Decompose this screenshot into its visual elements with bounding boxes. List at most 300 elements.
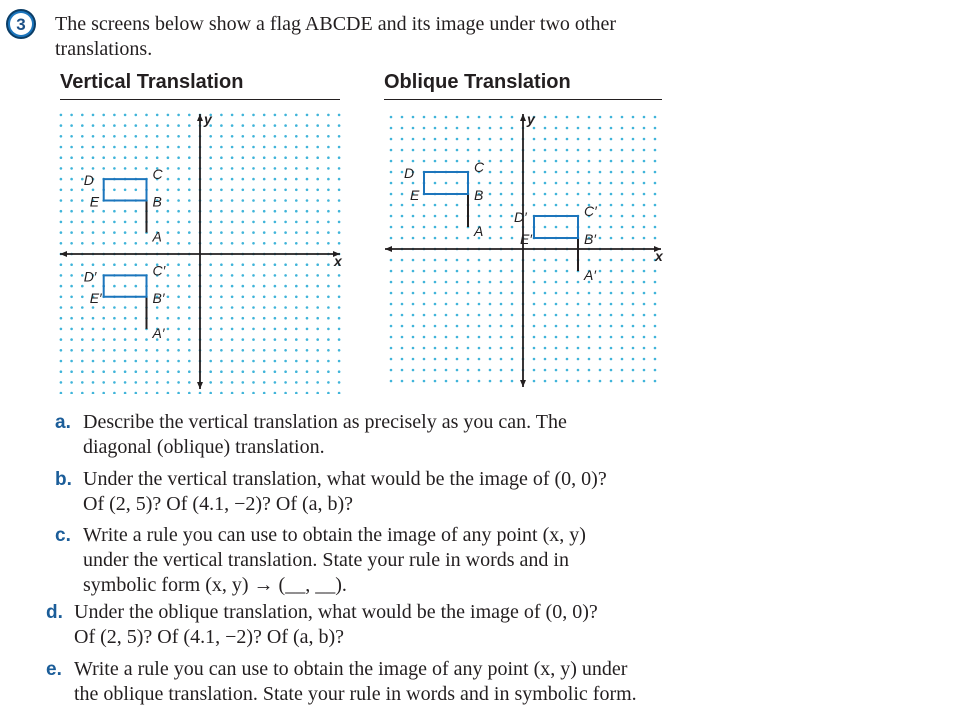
grid-dot [102,349,105,352]
grid-dot [124,317,127,320]
grid-dot [632,160,635,163]
grid-dot [566,270,569,273]
grid-dot [555,270,558,273]
grid-dot [467,292,470,295]
grid-dot [242,221,245,224]
grid-dot [231,360,234,363]
grid-dot [177,381,180,384]
vertex-label-a: A [474,223,484,239]
grid-dot [209,338,212,341]
grid-dot [456,226,459,229]
grid-dot [70,349,73,352]
grid-dot [113,114,116,117]
grid-dot [632,303,635,306]
grid-dot [390,303,393,306]
grid-dot [102,242,105,245]
grid-dot [113,167,116,170]
grid-dot [81,392,84,394]
grid-dot [242,135,245,138]
grid-dot [135,221,138,224]
grid-dot [102,328,105,331]
vertex-label-c: C [152,166,163,183]
grid-dot [92,370,95,373]
grid-dot [338,221,341,224]
grid-dot [231,349,234,352]
grid-dot [621,182,624,185]
grid-dot [632,204,635,207]
grid-dot [489,369,492,372]
grid-dot [588,127,591,130]
grid-dot [643,369,646,372]
grid-dot [295,392,298,394]
grid-dot [401,127,404,130]
grid-dot [295,135,298,138]
grid-dot [467,127,470,130]
grid-dot [588,325,591,328]
grid-dot [177,156,180,159]
grid-dot [610,204,613,207]
grid-dot [177,221,180,224]
grid-dot [401,171,404,174]
grid-dot [621,303,624,306]
grid-dot [102,306,105,309]
grid-dot [632,259,635,262]
grid-dot [588,292,591,295]
grid-dot [654,292,657,295]
grid-dot [156,317,159,320]
grid-dot [456,380,459,383]
grid-dot [252,199,255,202]
grid-dot [70,221,73,224]
grid-dot [274,349,277,352]
grid-dot [533,149,536,152]
grid-dot [188,328,191,331]
grid-dot [177,167,180,170]
grid-dot [209,156,212,159]
grid-dot [220,392,223,394]
grid-dot [242,210,245,213]
grid-dot [316,285,319,288]
grid-dot [274,178,277,181]
grid-dot [456,270,459,273]
grid-dot [145,381,148,384]
grid-dot [327,114,330,117]
grid-dot [70,189,73,192]
grid-dot [177,370,180,373]
grid-dot [434,182,437,185]
grid-dot [445,325,448,328]
grid-dot [284,242,287,245]
grid-dot [544,182,547,185]
grid-dot [145,360,148,363]
grid-dot [621,314,624,317]
grid-dot [220,306,223,309]
vertex-label-d-image: D′ [83,268,97,285]
grid-dot [316,392,319,394]
grid-dot [167,317,170,320]
grid-dot [167,146,170,149]
grid-dot [467,303,470,306]
grid-dot [327,189,330,192]
grid-dot [511,270,514,273]
grid-dot [412,347,415,350]
grid-dot [188,146,191,149]
grid-dot [156,114,159,117]
grid-dot [654,116,657,119]
grid-dot [135,156,138,159]
grid-dot [599,336,602,339]
grid-dot [188,178,191,181]
grid-dot [599,204,602,207]
grid-dot [81,231,84,234]
grid-dot [102,370,105,373]
grid-dot [135,167,138,170]
grid-dot [327,296,330,299]
grid-dot [577,314,580,317]
grid-dot [263,263,266,266]
grid-dot [177,360,180,363]
grid-dot [316,114,319,117]
grid-dot [544,336,547,339]
grid-dot [390,325,393,328]
grid-dot [555,259,558,262]
grid-dot [81,370,84,373]
grid-dot [274,338,277,341]
grid-dot [274,124,277,127]
grid-dot [401,292,404,295]
grid-dot [274,274,277,277]
grid-dot [188,381,191,384]
grid-dot [113,392,116,394]
grid-dot [316,210,319,213]
grid-dot [188,349,191,352]
grid-dot [577,138,580,141]
y-axis-arrow-top [197,114,203,121]
grid-dot [456,336,459,339]
grid-dot [188,360,191,363]
grid-dot [231,178,234,181]
grid-dot [478,347,481,350]
grid-dot [188,210,191,213]
grid-dot [434,336,437,339]
grid-dot [412,325,415,328]
grid-dot [632,193,635,196]
grid-dot [316,199,319,202]
grid-dot [60,167,63,170]
grid-dot [577,127,580,130]
grid-dot [445,259,448,262]
grid-dot [70,231,73,234]
grid-dot [390,171,393,174]
grid-dot [621,281,624,284]
grid-dot [167,349,170,352]
grid-dot [434,369,437,372]
grid-dot [145,370,148,373]
grid-dot [156,210,159,213]
grid-dot [544,149,547,152]
grid-dot [500,127,503,130]
grid-dot [456,215,459,218]
grid-dot [390,347,393,350]
grid-dot [621,160,624,163]
grid-dot [566,259,569,262]
grid-dot [533,380,536,383]
grid-dot [209,392,212,394]
grid-dot [124,242,127,245]
grid-dot [412,259,415,262]
grid-dot [654,314,657,317]
grid-dot [135,370,138,373]
grid-dot [544,270,547,273]
grid-dot [316,381,319,384]
grid-dot [654,325,657,328]
grid-dot [306,146,309,149]
grid-dot [632,270,635,273]
grid-dot [124,360,127,363]
problem-number-badge [6,9,36,39]
grid-dot [423,314,426,317]
grid-dot [124,167,127,170]
grid-dot [124,146,127,149]
grid-dot [390,259,393,262]
grid-dot [177,178,180,181]
grid-dot [401,138,404,141]
problem-number: 3 [10,13,32,35]
grid-dot [188,156,191,159]
grid-dot [621,149,624,152]
question-b-line-1: Under the vertical translation, what would be the image of (0, 0)? [83,468,607,490]
grid-dot [252,349,255,352]
grid-dot [209,296,212,299]
grid-dot [401,182,404,185]
grid-dot [401,226,404,229]
vertex-label-b-image: B′ [152,289,165,306]
grid-dot [306,274,309,277]
grid-dot [390,369,393,372]
x-axis-label: x [655,248,663,264]
grid-dot [327,338,330,341]
grid-dot [220,156,223,159]
grid-dot [338,156,341,159]
grid-dot [295,370,298,373]
grid-dot [401,237,404,240]
grid-dot [177,135,180,138]
grid-dot [220,360,223,363]
grid-dot [81,167,84,170]
grid-dot [252,156,255,159]
grid-dot [500,325,503,328]
grid-dot [434,127,437,130]
grid-dot [577,336,580,339]
grid-dot [445,237,448,240]
grid-dot [544,226,547,229]
grid-dot [70,263,73,266]
grid-dot [81,328,84,331]
y-axis-arrow-bottom [520,380,526,387]
grid-dot [500,204,503,207]
grid-dot [252,221,255,224]
vertex-label-a-image: A′ [584,267,596,283]
grid-dot [306,338,309,341]
grid-dot [533,182,536,185]
grid-dot [511,138,514,141]
grid-dot [167,210,170,213]
grid-dot [70,285,73,288]
grid-dot [295,296,298,299]
grid-dot [566,204,569,207]
grid-dot [390,127,393,130]
grid-dot [456,314,459,317]
grid-dot [92,317,95,320]
grid-dot [306,381,309,384]
grid-dot [489,270,492,273]
grid-dot [316,328,319,331]
grid-dot [188,263,191,266]
grid-dot [500,171,503,174]
grid-dot [577,369,580,372]
grid-dot [489,127,492,130]
grid-dot [316,189,319,192]
x-axis-arrow-left [60,251,67,257]
y-axis-arrow-top [520,114,526,121]
grid-dot [555,138,558,141]
grid-dot [242,199,245,202]
grid-dot [412,270,415,273]
grid-dot [81,156,84,159]
grid-dot [500,149,503,152]
grid-dot [252,210,255,213]
grid-dot [81,317,84,320]
grid-dot [478,270,481,273]
grid-dot [60,370,63,373]
grid-dot [102,231,105,234]
grid-dot [284,306,287,309]
grid-dot [124,135,127,138]
grid-dot [338,231,341,234]
grid-dot [577,160,580,163]
grid-dot [500,116,503,119]
grid-dot [467,270,470,273]
grid-dot [338,178,341,181]
grid-dot [263,156,266,159]
grid-dot [555,325,558,328]
grid-dot [412,336,415,339]
grid-dot [295,178,298,181]
grid-dot [242,349,245,352]
question-e-line-1: Write a rule you can use to obtain the image of any point (x, y) under [74,658,628,680]
grid-dot [445,138,448,141]
grid-dot [167,114,170,117]
grid-dot [209,135,212,138]
grid-dot [544,204,547,207]
grid-dot [555,347,558,350]
grid-dot [423,215,426,218]
grid-dot [632,171,635,174]
grid-dot [654,182,657,185]
grid-dot [81,381,84,384]
grid-dot [81,349,84,352]
grid-dot [327,242,330,245]
grid-dot [295,114,298,117]
grid-dot [412,149,415,152]
grid-dot [156,221,159,224]
grid-dot [445,182,448,185]
oblique-graph-title: Oblique Translation [384,71,662,100]
y-axis-label: y [527,111,535,127]
grid-dot [252,167,255,170]
grid-dot [295,274,298,277]
grid-dot [177,306,180,309]
grid-dot [632,116,635,119]
grid-dot [544,138,547,141]
grid-dot [284,338,287,341]
grid-dot [423,336,426,339]
grid-dot [533,325,536,328]
grid-dot [423,160,426,163]
grid-dot [70,199,73,202]
grid-dot [167,285,170,288]
grid-dot [566,358,569,361]
grid-dot [60,210,63,213]
grid-dot [231,114,234,117]
grid-dot [610,160,613,163]
grid-dot [231,263,234,266]
grid-dot [390,193,393,196]
grid-dot [306,124,309,127]
grid-dot [456,325,459,328]
grid-dot [263,328,266,331]
grid-dot [654,171,657,174]
grid-dot [124,156,127,159]
grid-dot [92,167,95,170]
grid-dot [621,358,624,361]
vertex-label-d-image: D′ [514,209,527,225]
grid-dot [284,285,287,288]
question-c-line-1: Write a rule you can use to obtain the image of any point (x, y) [83,524,586,546]
grid-dot [124,124,127,127]
grid-dot [316,221,319,224]
grid-dot [231,146,234,149]
grid-dot [274,242,277,245]
grid-dot [284,328,287,331]
grid-dot [478,380,481,383]
grid-dot [401,281,404,284]
grid-dot [70,317,73,320]
grid-dot [274,210,277,213]
grid-dot [610,369,613,372]
grid-dot [434,160,437,163]
grid-dot [188,392,191,394]
grid-dot [566,303,569,306]
grid-dot [434,281,437,284]
grid-dot [555,171,558,174]
grid-dot [478,215,481,218]
grid-dot [434,347,437,350]
grid-dot [135,392,138,394]
grid-dot [306,231,309,234]
grid-dot [327,349,330,352]
grid-dot [188,285,191,288]
grid-dot [274,231,277,234]
grid-dot [92,146,95,149]
grid-dot [306,242,309,245]
grid-dot [588,149,591,152]
grid-dot [423,380,426,383]
grid-dot [610,127,613,130]
grid-dot [401,369,404,372]
grid-dot [401,336,404,339]
grid-dot [102,135,105,138]
